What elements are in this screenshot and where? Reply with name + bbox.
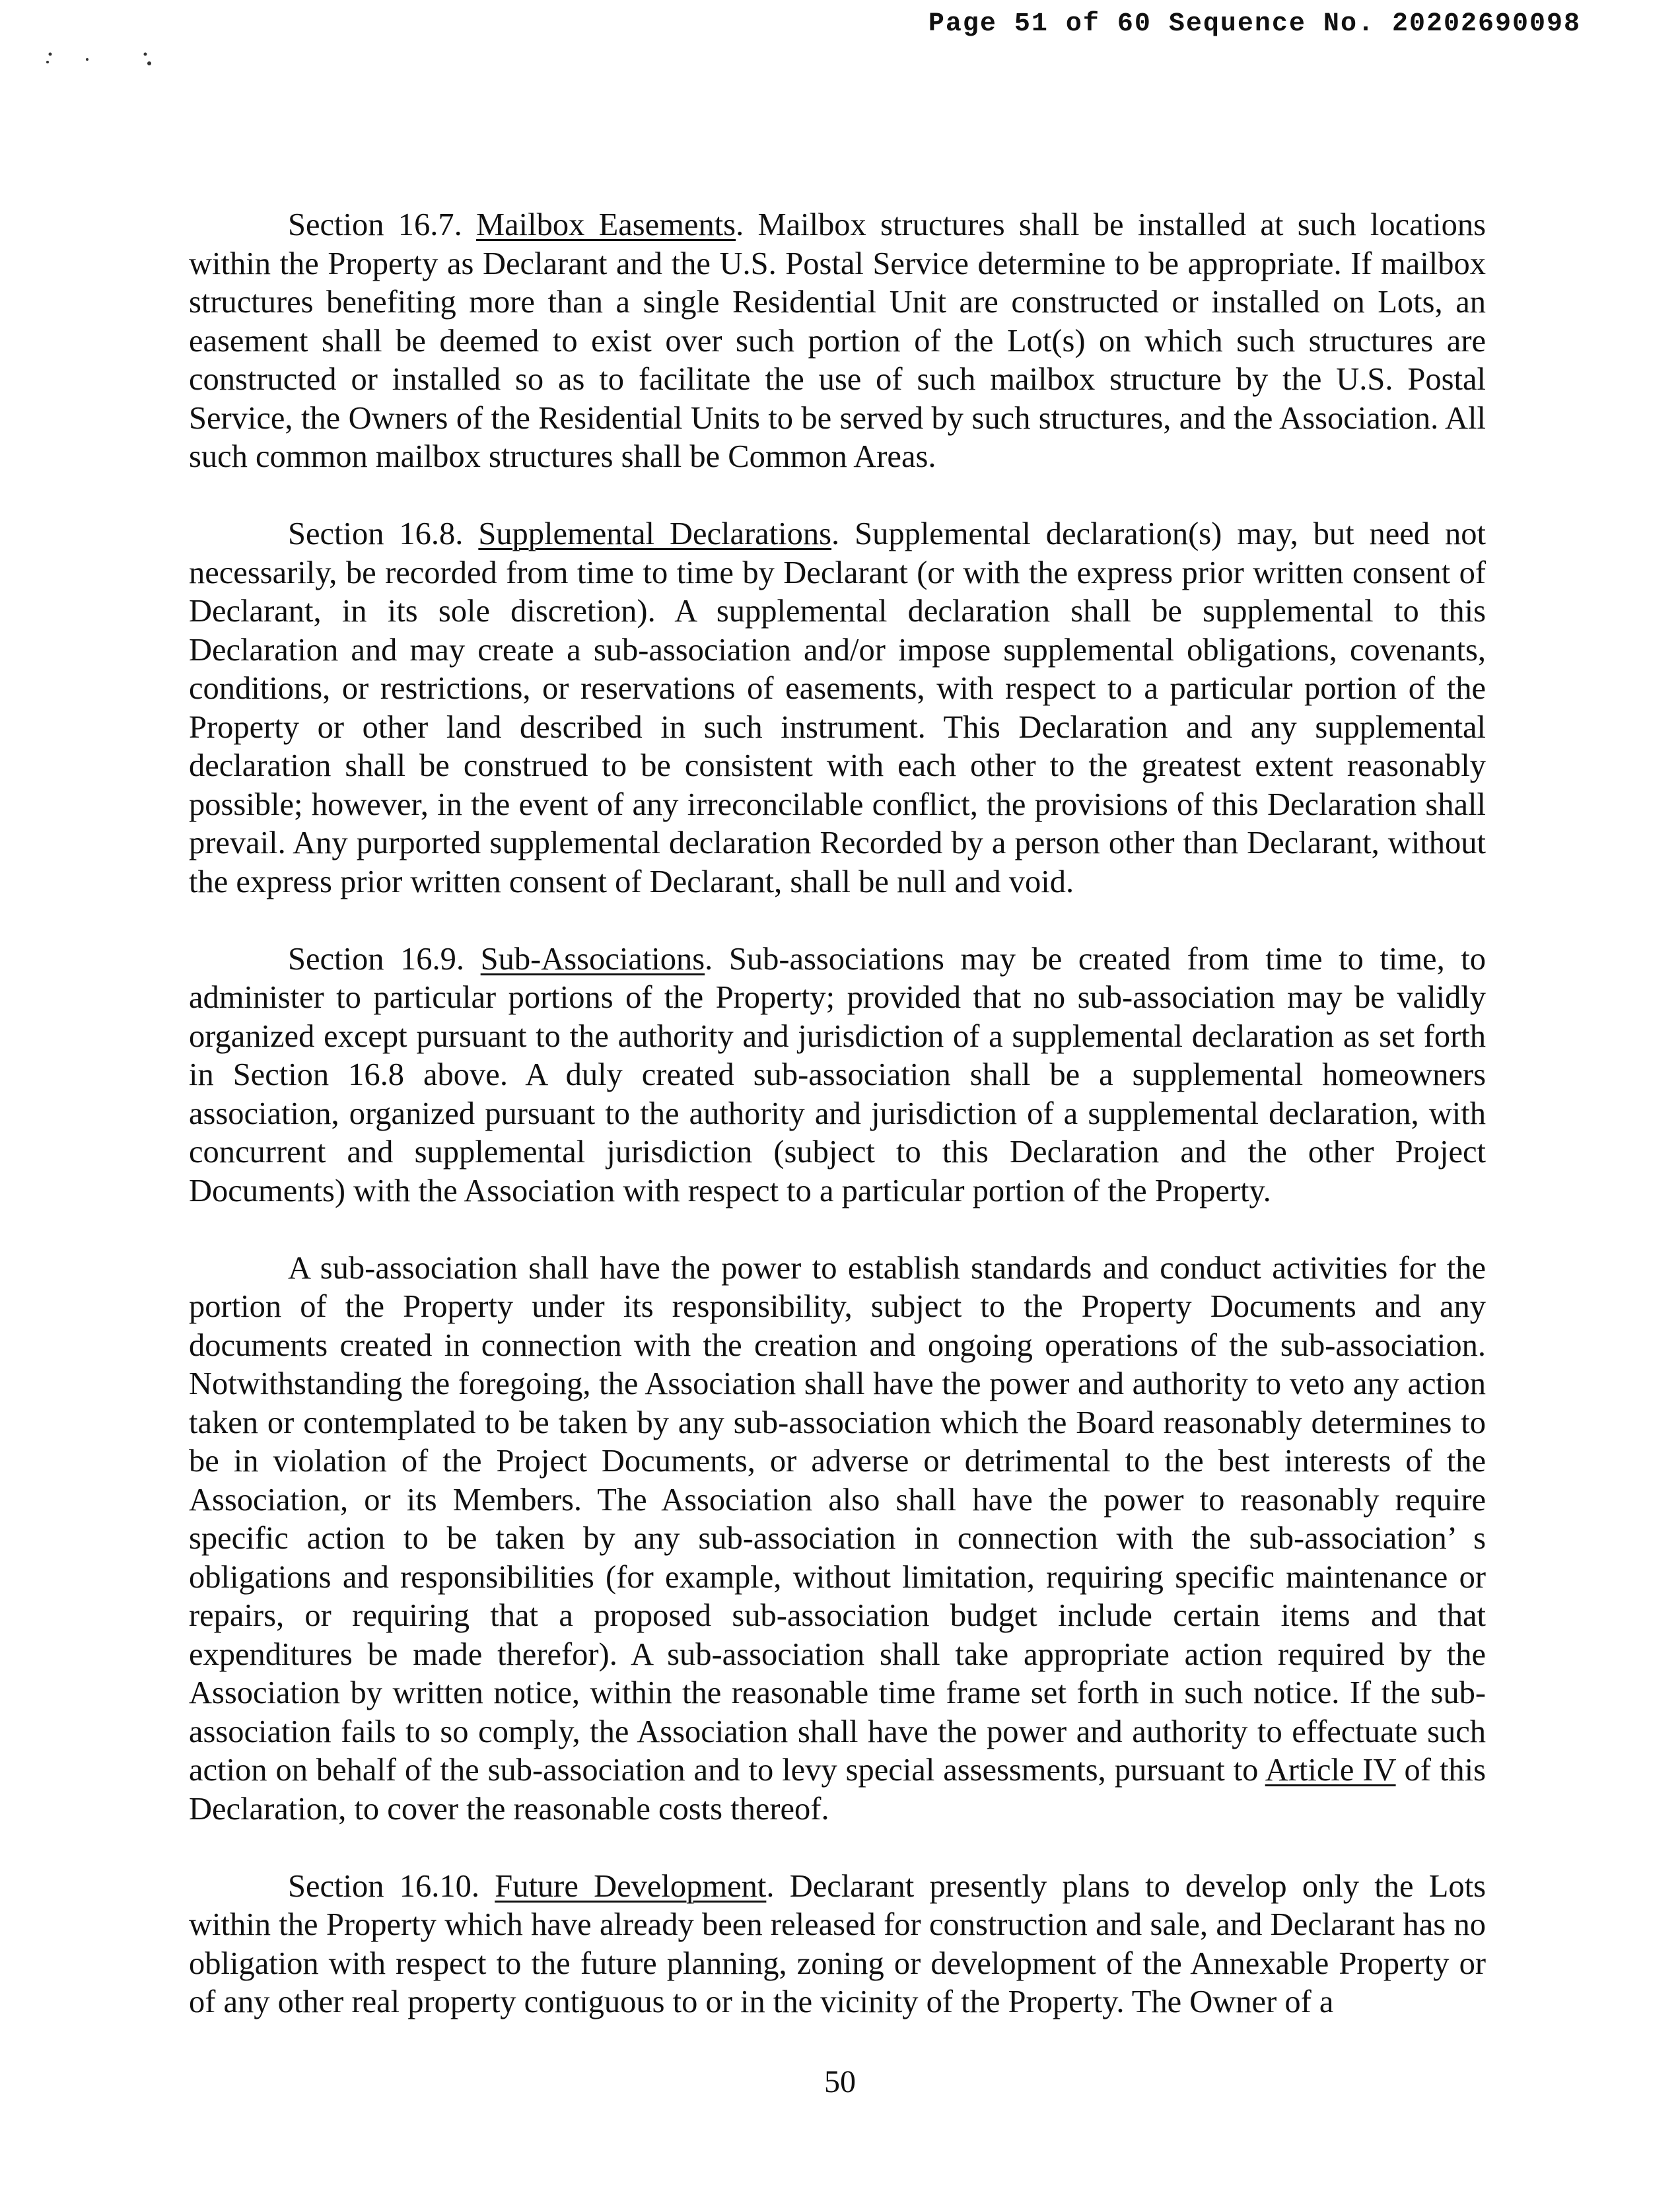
section-title: Mailbox Easements	[476, 207, 736, 242]
section-16-8-paragraph	[189, 515, 1486, 901]
article-iv-reference: Article IV	[1265, 1753, 1396, 1788]
section-title-suffix: .	[831, 516, 840, 551]
section-body: Supplemental declaration(s) may, but need not necessarily, be recorded from time to time by Declarant (or with the express prior written consent of Declarant, in its sole discretion). A supplemental declaration shall be supplemental to this Declaration and may create a sub-association and/or impose supplemental obligations, covenants, conditions, or restrictions, or reservations of easements, with respect to a particular portion of the Property or other land described in such instrument. This Declaration and any supplemental declaration shall be construed to be consistent with each other to the greatest extent reasonably possible; however, in the event of any irreconcilable conflict, the provisions of this Declaration shall prevail. Any purported supplemental declaration Recorded by a person other than Declarant, without the express prior written consent of Declarant, shall be null and void.	[189, 516, 1486, 899]
section-16-7-paragraph	[189, 206, 1486, 477]
document-body	[189, 206, 1486, 2022]
paragraph-text-end: of this Declaration, to cover the reasonable costs thereof.	[189, 1753, 1486, 1827]
sub-association-powers-paragraph	[189, 1249, 1486, 1829]
section-label: Section 16.9.	[288, 941, 465, 977]
section-16-10-paragraph	[189, 1868, 1486, 2022]
section-title-suffix: .	[736, 207, 744, 242]
section-label: Section 16.8.	[288, 516, 464, 551]
section-body: Declarant presently plans to develop only the Lots within the Property which have already been released for construction and sale, and Declarant has no obligation with respect to the future planning, zoning or development of the Annexable Property or of any other real property contiguous to or in the vicinity of the Property. The Owner of a	[189, 1868, 1487, 2019]
page-number: 50	[824, 2064, 856, 2099]
section-body: Mailbox structures shall be installed at such locations within the Property as Declarant and the U.S. Postal Service determine to be appropriate. If mailbox structures benefiting more than a single Residential Unit are constructed or installed on Lots, an easement shall be deemed to exist over such portion of the Lot(s) on which such structures are constructed or installed so as to facilitate the use of such mailbox structure by the U.S. Postal Service, the Owners of the Residential Units to be served by such structures, and the Association. All such common mailbox structures shall be Common Areas.	[189, 207, 1486, 474]
scan-specks	[42, 45, 161, 85]
paragraph-text: A sub-association shall have the power to establish standards and conduct activities for the portion of the Property under its responsibility, subject to the Property Documents and any documents created in connection with the creation and ongoing operations of the sub-association. Notwithstanding the foregoing, the Association shall have the power and authority to veto any action taken or contemplated to be taken by any sub-association which the Board reasonably determines to be in violation of the Project Documents, or adverse or detrimental to the best interests of the Association, or its Members. The Association also shall have the power to reasonably require specific action to be taken by any sub-association in connection with the sub-association’ s obligations and responsibilities (for example, without limitation, requiring specific maintenance or repairs, or requiring that a proposed sub-association budget include certain items and that expenditures be made therefor). A sub-association shall take appropriate action required by the Association by written notice, within the reasonable time frame set forth in such notice. If the sub-association fails to so comply, the Association shall have the power and authority to effectuate such action on behalf of the sub-association and to levy special assessments, pursuant to	[189, 1250, 1486, 1788]
section-title: Supplemental Declarations	[478, 516, 832, 551]
section-title: Sub-Associations	[480, 941, 705, 977]
section-title: Future Development	[495, 1868, 767, 1904]
section-title-suffix: .	[705, 941, 713, 977]
section-title-suffix: .	[766, 1868, 775, 1904]
section-body: Sub-associations may be created from time to time, to administer to particular portions of the Property; provided that no sub-association may be validly organized except pursuant to the authority and jurisdiction of a supplemental declaration as set forth in Section 16.8 above. A duly created sub-association shall be a supplemental homeowners association, organized pursuant to the authority and jurisdiction of a supplemental declaration, with concurrent and supplemental jurisdiction (subject to this Declaration and the other Project Documents) with the Association with respect to a particular portion of the Property.	[189, 941, 1487, 1208]
section-16-9-paragraph	[189, 940, 1486, 1211]
section-label: Section 16.10.	[288, 1868, 479, 1904]
page-header: Page 51 of 60 Sequence No. 20202690098	[928, 9, 1581, 39]
section-label: Section 16.7.	[288, 207, 462, 242]
